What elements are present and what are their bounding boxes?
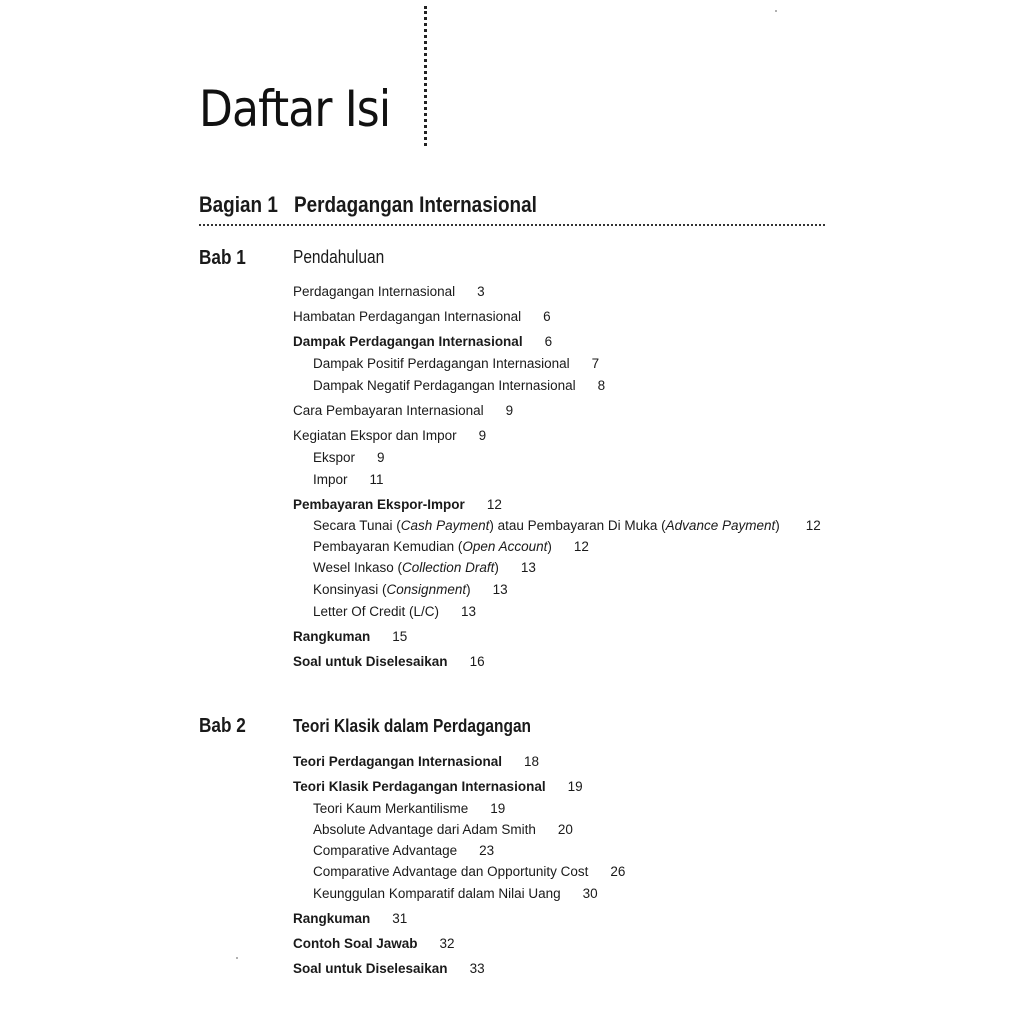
part-number: Bagian 1 [199, 192, 278, 217]
toc-subentry [313, 378, 605, 393]
title-fragment: ) atau Pembayaran Di Muka ( [489, 518, 666, 533]
toc-entry-page: 12 [573, 539, 589, 554]
toc-entry-title: Ekspor [313, 450, 356, 465]
toc-entry-title: Keunggulan Komparatif dalam Nilai Uang [313, 886, 561, 901]
toc-subentry [313, 582, 508, 597]
toc-entry-page: 33 [469, 961, 485, 976]
toc-entry [293, 334, 552, 349]
toc-subentry [313, 518, 821, 533]
speck-mark [236, 957, 238, 959]
title-fragment: ) [775, 518, 780, 533]
toc-entry-title: Hambatan Perdagangan Internasional [293, 309, 522, 324]
toc-entry [293, 936, 455, 951]
toc-entry-title: Comparative Advantage [313, 843, 458, 858]
toc-entry-title [313, 518, 780, 533]
toc-entry-page: 26 [610, 864, 626, 879]
toc-entry-page: 13 [492, 582, 508, 597]
toc-entry [293, 309, 551, 324]
toc-entry-title: Rangkuman [293, 911, 371, 926]
toc-entry [293, 754, 539, 769]
toc-entry-page: 12 [805, 518, 821, 533]
toc-entry-title: Dampak Perdagangan Internasional [293, 334, 523, 349]
chapter-1-title: Pendahuluan [293, 247, 385, 267]
toc-entry-title [313, 582, 471, 597]
toc-entry-title: Contoh Soal Jawab [293, 936, 418, 951]
toc-entry-page: 6 [544, 334, 553, 349]
toc-entry [293, 428, 486, 443]
toc-entry-page: 23 [479, 843, 495, 858]
title-fragment: Secara Tunai ( [313, 518, 401, 533]
toc-entry [293, 284, 485, 299]
toc-entry-page: 11 [369, 472, 384, 487]
toc-subentry [313, 539, 589, 554]
toc-entry-title: Kegiatan Ekspor dan Impor [293, 428, 457, 443]
toc-entry-title: Teori Kaum Merkantilisme [313, 801, 469, 816]
toc-entry-title: Pembayaran Ekspor-Impor [293, 497, 465, 512]
toc-subentry [313, 450, 385, 465]
toc-entry-page: 9 [478, 428, 487, 443]
toc-entry-title: Teori Perdagangan Internasional [293, 754, 503, 769]
toc-entry-page: 19 [490, 801, 506, 816]
dotted-vertical-rule [424, 6, 427, 146]
toc-entry-page: 9 [505, 403, 514, 418]
toc-entry [293, 911, 407, 926]
toc-entry-page: 18 [524, 754, 540, 769]
toc-subentry [313, 560, 536, 575]
toc-entry-page: 6 [543, 309, 551, 324]
toc-entry-page: 32 [439, 936, 455, 951]
toc-entry [293, 961, 485, 976]
toc-entry-title: Rangkuman [293, 629, 371, 644]
toc-entry-title: Teori Klasik Perdagangan Internasional [293, 779, 546, 794]
toc-entry [293, 654, 485, 669]
italic-term: Collection Draft [402, 560, 495, 575]
chapter-2-number: Bab 2 [199, 715, 246, 737]
title-fragment: Wesel Inkaso ( [313, 560, 403, 575]
italic-term: Consignment [386, 582, 467, 597]
toc-entry-page: 20 [557, 822, 573, 837]
chapter-1-number: Bab 1 [199, 247, 246, 269]
toc-entry [293, 779, 583, 794]
italic-term: Cash Payment [400, 518, 490, 533]
toc-entry-page: 7 [591, 356, 600, 371]
toc-entry-page: 9 [377, 450, 385, 465]
toc-entry [293, 497, 502, 512]
toc-subentry [313, 472, 384, 487]
toc-subentry [313, 886, 598, 901]
toc-entry-title: Soal untuk Diselesaikan [293, 654, 448, 669]
title-fragment: Konsinyasi ( [313, 582, 387, 597]
part-heading [199, 192, 825, 226]
part-title: Perdagangan Internasional [294, 192, 537, 217]
italic-term: Open Account [462, 539, 548, 554]
page-title: Daftar Isi [199, 80, 391, 138]
toc-entry [293, 403, 513, 418]
toc-entry-title: Dampak Positif Perdagangan Internasional [313, 356, 570, 371]
toc-subentry [313, 822, 573, 837]
toc-entry-page: 30 [582, 886, 598, 901]
toc-entry-page: 12 [486, 497, 502, 512]
toc-entry-page: 13 [461, 604, 477, 619]
chapter-2-title: Teori Klasik dalam Perdagangan [293, 716, 532, 736]
toc-entry [293, 629, 407, 644]
toc-entry-title: Dampak Negatif Perdagangan Internasional [313, 378, 576, 393]
toc-entry-title: Perdagangan Internasional [293, 284, 456, 299]
toc-subentry [313, 356, 599, 371]
toc-entry-title [313, 560, 499, 575]
toc-entry-title: Soal untuk Diselesaikan [293, 961, 448, 976]
toc-entry-page: 3 [477, 284, 485, 299]
toc-entry-page: 13 [520, 560, 536, 575]
toc-entry-title: Comparative Advantage dan Opportunity Cost [313, 864, 589, 879]
italic-term: Advance Payment [665, 518, 776, 533]
toc-entry-title: Letter Of Credit (L/C) [313, 604, 440, 619]
title-fragment: ) [494, 560, 499, 575]
toc-entry-title: Cara Pembayaran Internasional [293, 403, 484, 418]
toc-entry-page: 8 [597, 378, 606, 393]
title-fragment: ) [466, 582, 471, 597]
toc-subentry [313, 801, 505, 816]
toc-entry-page: 16 [469, 654, 485, 669]
toc-subentry [313, 864, 625, 879]
toc-entry-title: Absolute Advantage dari Adam Smith [313, 822, 536, 837]
speck-mark [775, 10, 777, 12]
toc-entry-title: Impor [313, 472, 348, 487]
toc-entry-page: 31 [392, 911, 408, 926]
title-fragment: ) [547, 539, 552, 554]
toc-entry-title [313, 539, 552, 554]
toc-entry-page: 19 [567, 779, 583, 794]
toc-subentry [313, 843, 494, 858]
toc-subentry [313, 604, 476, 619]
toc-entry-page: 15 [392, 629, 408, 644]
title-fragment: Pembayaran Kemudian ( [313, 539, 463, 554]
